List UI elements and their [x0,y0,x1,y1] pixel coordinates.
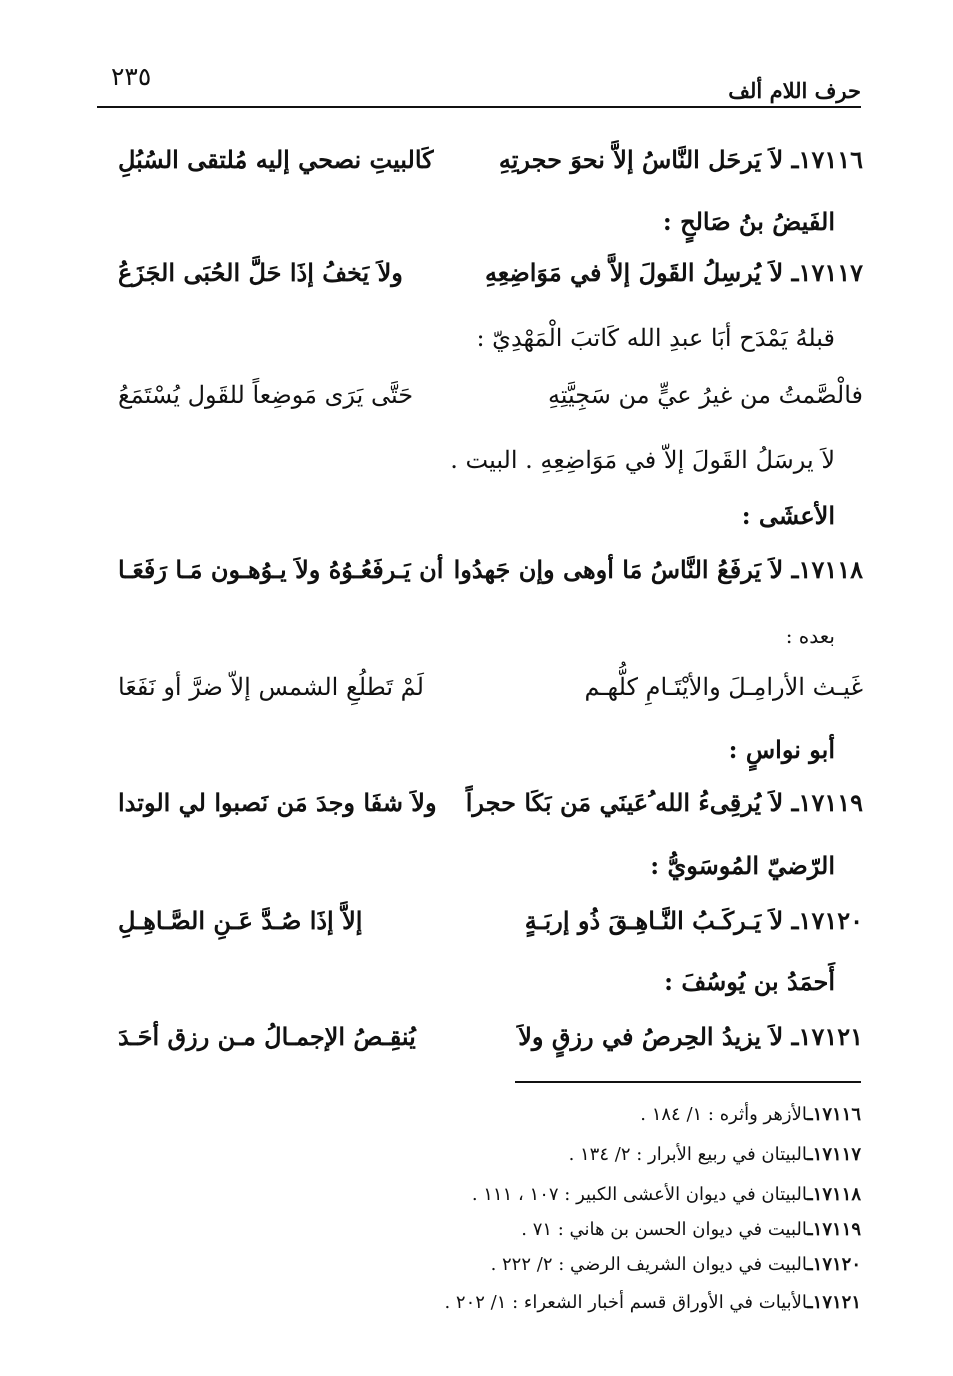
verse-second-hemistich: حَتَّى يَرَى مَوضِعاً للقَول يُسْتَمَعُ [118,381,414,409]
verse-number: ١٧١١٩ـ [791,788,863,817]
verse-second-hemistich: لَمْ تَطلُعِ الشمس إلاّ ضرَّ أو نَفَعَا [118,673,424,701]
footnote-text: البيت في ديوان الحسن بن هاني : ٧١ . [521,1219,808,1240]
hemistich-text: لاَ يُرقِىءُ الله ُعَينَي مَن بَكَا حجراً [465,788,784,817]
verse-first-hemistich: فالْصَّمتُ من غيرُ عيٍّ من سَجِيَّتِهِ [547,381,863,409]
hemistich-text: لاَ يزيدُ الحِرصُ في رزقٍ ولاَ [518,1022,784,1051]
verse-first-hemistich [463,778,863,828]
footnote-text: الأبيات في الأوراق قسم أخبار الشعراء : ١/ ٢٠٢ . [444,1292,808,1313]
footnote [472,1180,861,1210]
footnote-rule [515,1081,861,1083]
verse-17121 [118,1012,863,1062]
footnote [491,1250,861,1280]
poet-name: الفَيضُ بنُ صَالحٍ : [662,207,835,236]
footnote [521,1215,861,1245]
footnote-text: البيتان في ديوان الأعشى الكبير : ١٠٧ ، ١١١ . [471,1184,808,1205]
verse-first-hemistich [453,545,863,595]
verse-second-hemistich: إلاَّ إذَا صُـدَّ عَـنِ الصَّـاهِـلِ [118,906,363,935]
verse-first-hemistich [463,248,863,298]
footnote-text: البيتان في ربيع الأبرار : ٢/ ١٣٤ . [568,1144,808,1165]
footnote-number: ١٧١١٦ـ [807,1104,861,1125]
poet-name: أبو نواسٍ : [728,735,835,764]
poet-name: الأعشَى : [741,501,835,530]
verse-17118 [118,545,863,595]
footnote-number: ١٧١٢١ـ [807,1292,861,1313]
verse-second-hemistich: ولاَ شفَا وجدَ مَن نَصبوا لي الوتدا [118,788,437,817]
hemistich-text: لاَ يَرحَل النَّاسُ إلاَّ نحوَ حجرتِهِ [498,145,784,174]
page-header [97,58,861,106]
footnote-number: ١٧١١٩ـ [807,1219,861,1240]
chapter-title: حرف اللام ألف [728,78,861,103]
verse-first-hemistich [463,896,863,946]
verse-number: ١٧١١٦ـ [791,145,863,174]
footnote-number: ١٧١١٨ـ [807,1184,861,1205]
footnote-text: البيت في ديوان الشريف الرضي : ٢/ ٢٢٢ . [490,1254,808,1275]
commentary-line: بعده : [785,624,835,648]
verse-second-hemistich: ولاَ يَخفُ إذَا حَلَّ الحُبَى الجَزَعُ [118,258,403,287]
verse-first-hemistich: غَيـث الأرامِـلَ والأيْتَـامِ كلُّهـم [584,673,863,701]
hemistich-text: لاَ يَرفَعُ النَّاسُ مَا أوهى وإن جَهدُوا [453,555,784,584]
page-number: ٢٣٥ [111,62,152,91]
verse-quoted [118,662,863,712]
verse-17117 [118,248,863,298]
verse-number: ١٧١١٧ـ [791,258,863,287]
verse-17120 [118,896,863,946]
hemistich-text: لاَ يَـركَـبُ النَّـاهِـقَ ذُو إربَـةٍ [524,906,784,935]
footnote-number: ١٧١٢٠ـ [807,1254,861,1275]
footnote-number: ١٧١١٧ـ [807,1144,861,1165]
verse-second-hemistich: يُنقِـصُ الإجمـالُ مـن رزق أحَـدَ [118,1022,416,1051]
footnote [640,1100,861,1130]
footnote [569,1140,861,1170]
footnote-text: الأزهر وأثره : ١/ ١٨٤ . [640,1104,808,1125]
verse-17116 [118,135,863,185]
commentary-line: لاَ يرسَلُ القَولَ إلاّ في مَوَاضِعِهِ . البيت . [450,446,835,474]
commentary-line: قبلهُ يَمْدَح أبَا عبدِ الله كَاتبَ الْمَهْدِيّ : [476,324,835,352]
footnote [444,1288,861,1318]
verse-first-hemistich [463,1012,863,1062]
poet-name: الرّضيّ المُوسَويُّ : [650,851,835,880]
verse-first-hemistich [463,135,863,185]
verse-number: ١٧١٢١ـ [791,1022,863,1051]
verse-number: ١٧١١٨ـ [791,555,863,584]
hemistich-text: لاَ يُرسِلُ القَولَ إلاَّ في مَوَاضِعِهِ [484,258,784,287]
verse-second-hemistich: أن يَـرفَعُـوُهُ ولاَ يـوُهـون مَـا رَفَعَـا [118,555,444,584]
verse-number: ١٧١٢٠ـ [791,906,863,935]
header-rule [97,106,861,108]
verse-quoted [118,370,863,420]
poet-name: أَحمَدُ بن يُوسُفَ : [664,967,835,996]
verse-second-hemistich: كَالبيتِ نصحي إليه مُلتقى السُبُلِ [118,145,434,174]
verse-17119 [118,778,863,828]
